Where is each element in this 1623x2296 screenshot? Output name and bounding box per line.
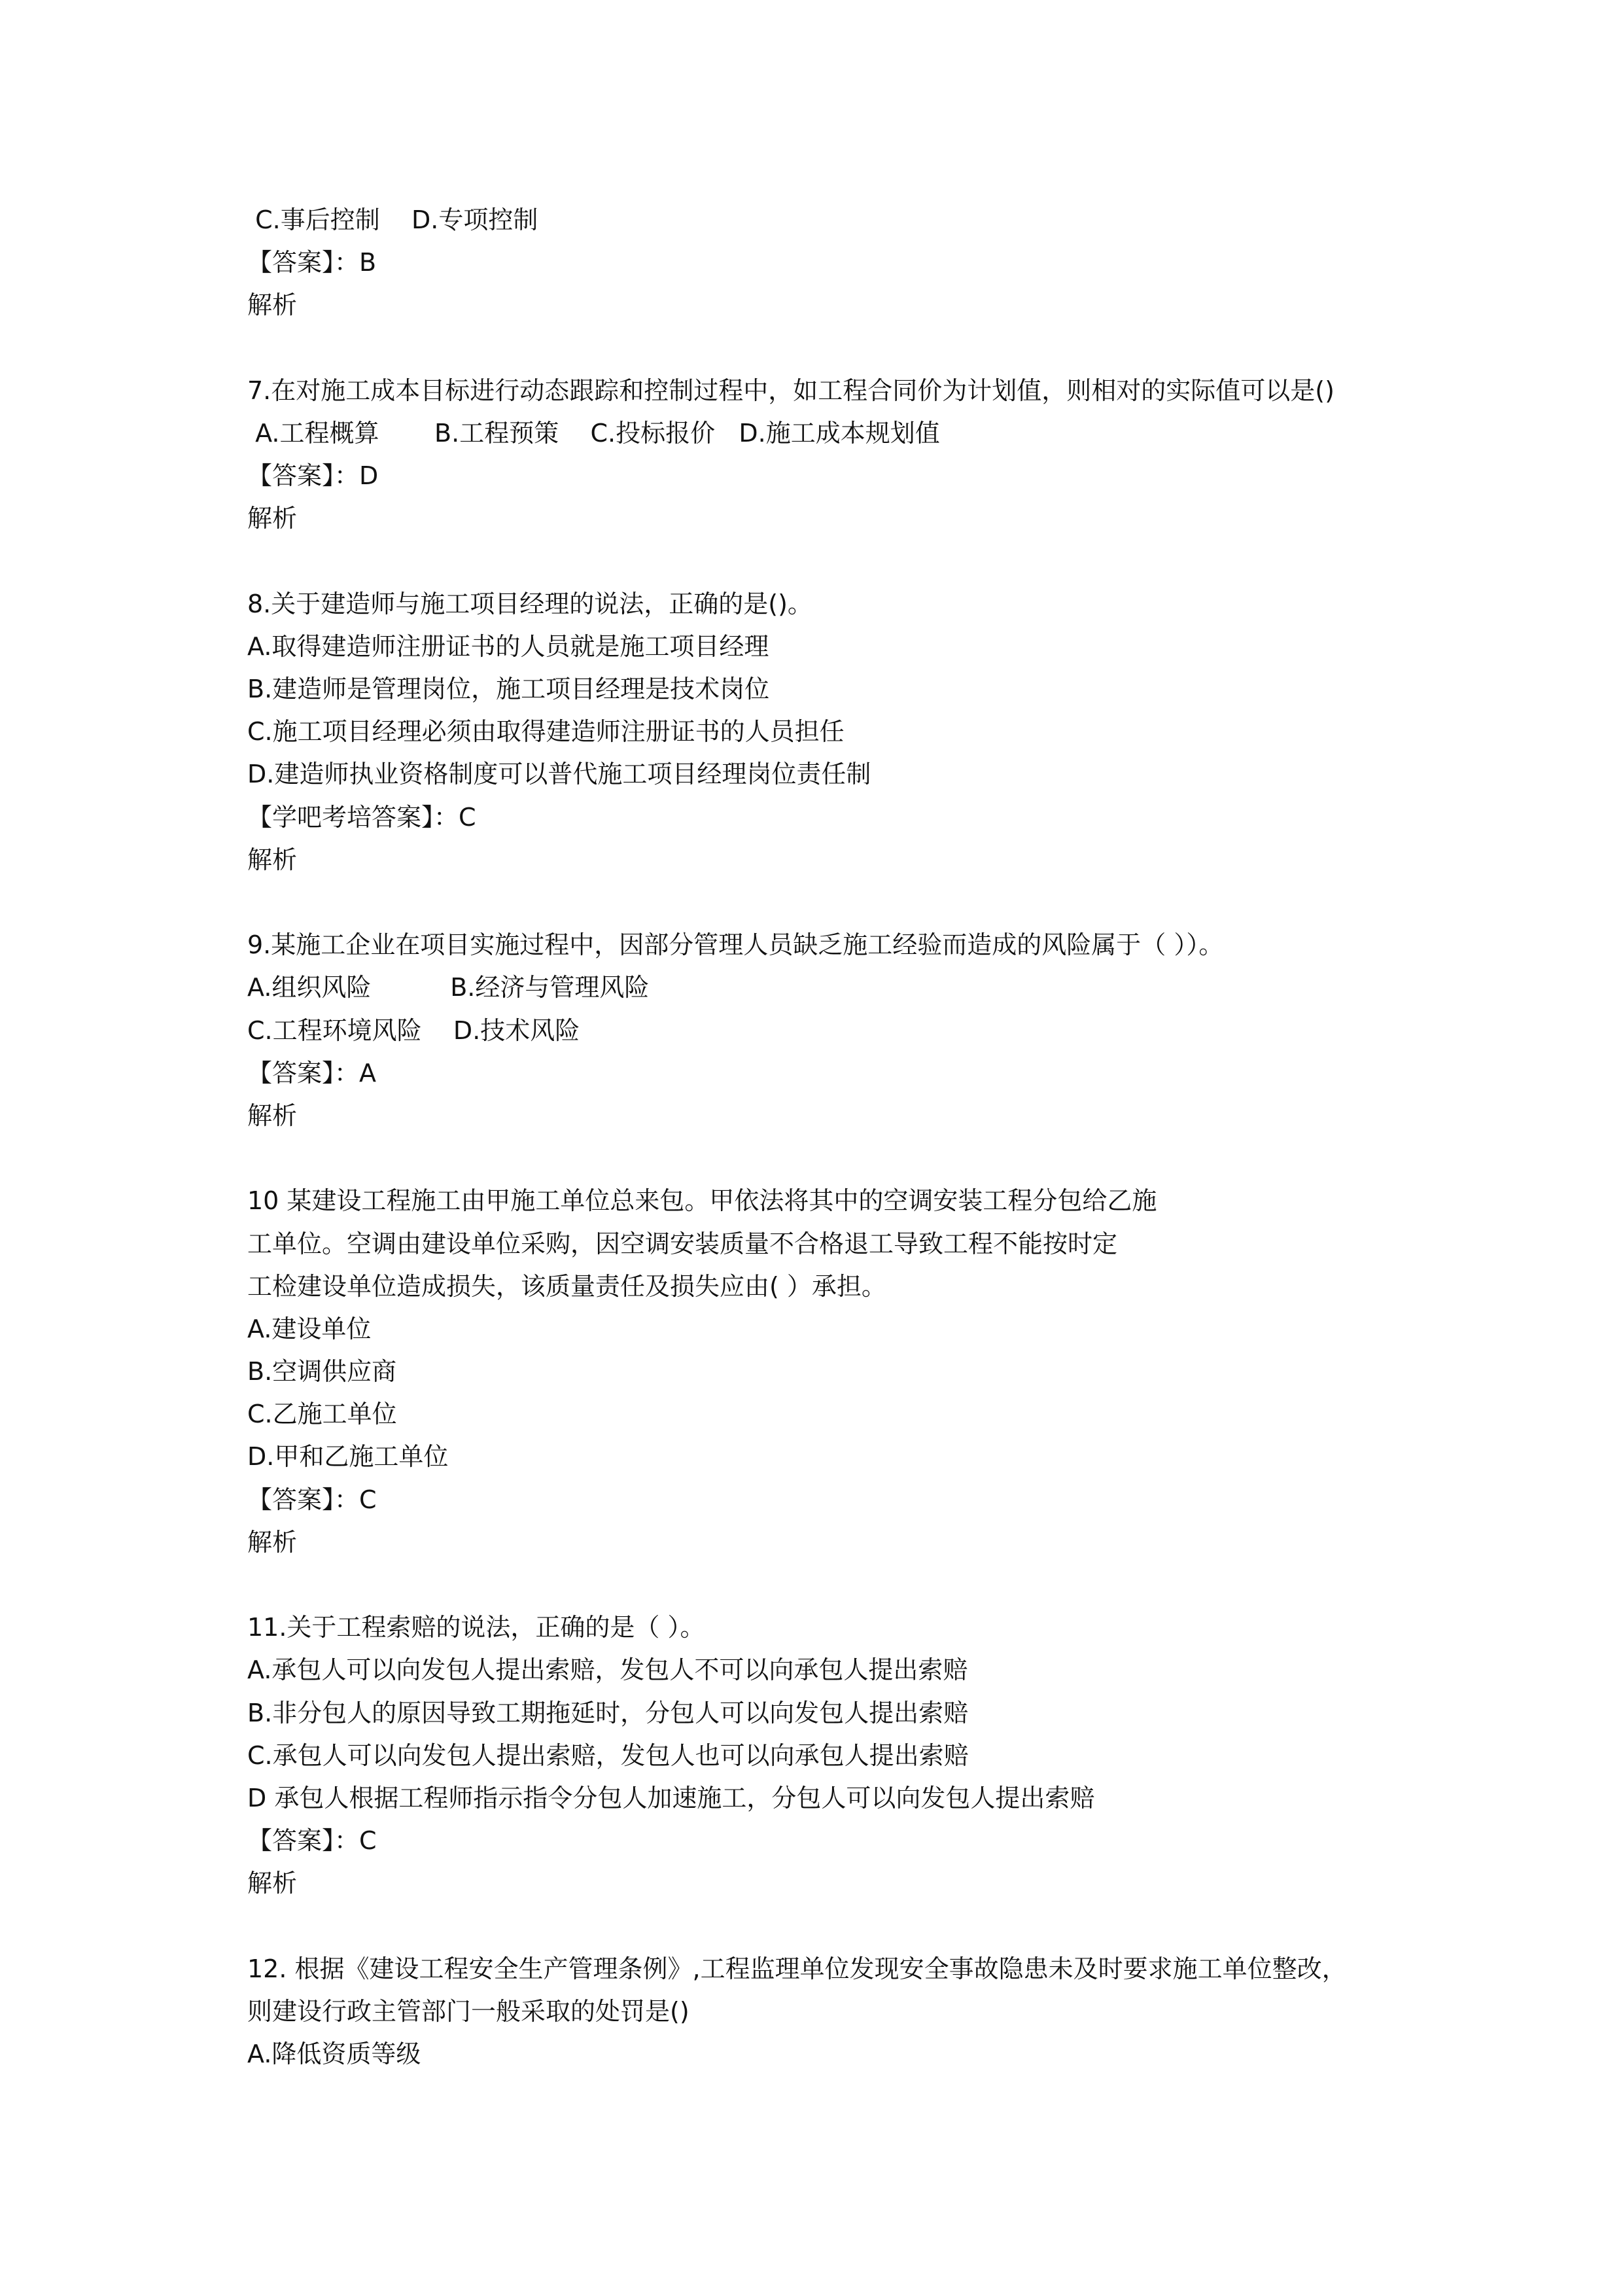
- paragraph-gap: [247, 881, 1490, 924]
- text-line: 解析: [247, 845, 298, 874]
- text-line: D.建造师执业资格制度可以普代施工项目经理岗位责任制: [247, 760, 871, 789]
- text-line: C.承包人可以向发包人提出索赔，发包人也可以向承包人提出索赔: [247, 1740, 969, 1770]
- text-line: C.事后控制 D.专项控制: [247, 205, 538, 234]
- text-line: 解析: [247, 1869, 298, 1898]
- text-line: 解析: [247, 1101, 298, 1130]
- text-line: A.建设单位: [247, 1314, 372, 1343]
- text-line: C.工程环境风险 D.技术风险: [247, 1016, 580, 1045]
- text-line: A.降低资质等级: [247, 2040, 421, 2069]
- text-line: 8.关于建造师与施工项目经理的说法，正确的是()。: [247, 589, 812, 618]
- question-text-block: [247, 199, 1490, 2075]
- paragraph-gap: [247, 540, 1490, 583]
- paragraph-gap: [247, 1564, 1490, 1606]
- text-line: 9.某施工企业在项目实施过程中，因部分管理人员缺乏施工经验而造成的风险属于（ ））。: [247, 930, 1224, 960]
- text-line: A.承包人可以向发包人提出索赔，发包人不可以向承包人提出索赔: [247, 1655, 968, 1685]
- text-line: D 承包人根据工程师指示指令分包人加速施工，分包人可以向发包人提出索赔: [247, 1783, 1095, 1812]
- text-line: 12. 根据《建设工程安全生产管理条例》,工程监理单位发现安全事故隐患未及时要求施工单位整改，: [247, 1954, 1347, 1983]
- text-line: 10 某建设工程施工由甲施工单位总来包。甲依法将其中的空调安装工程分包给乙施: [247, 1186, 1157, 1216]
- text-line: 解析: [247, 504, 298, 533]
- text-line: 7.在对施工成本目标进行动态跟踪和控制过程中，如工程合同价为计划值，则相对的实际值可以是(): [247, 376, 1335, 405]
- text-line: 【答案】：A: [247, 1058, 376, 1087]
- text-line: A.组织风险 B.经济与管理风险: [247, 973, 650, 1002]
- text-line: A.取得建造师注册证书的人员就是施工项目经理: [247, 631, 769, 661]
- text-line: D.甲和乙施工单位: [247, 1442, 449, 1472]
- text-line: A.工程概算 B.工程预策 C.投标报价 D.施工成本规划值: [247, 418, 940, 448]
- text-line: 【答案】：D: [247, 461, 379, 491]
- text-line: 【答案】：B: [247, 248, 377, 277]
- text-line: B.非分包人的原因导致工期拖延时，分包人可以向发包人提出索赔: [247, 1698, 969, 1727]
- text-line: B.空调供应商: [247, 1357, 397, 1386]
- text-line: 工单位。空调由建设单位采购，因空调安装质量不合格退工导致工程不能按时定: [247, 1229, 1118, 1258]
- text-line: B.建造师是管理岗位，施工项目经理是技术岗位: [247, 675, 770, 704]
- text-line: C.乙施工单位: [247, 1400, 397, 1429]
- text-line: 【答案】：C: [247, 1826, 377, 1856]
- paragraph-gap: [247, 1905, 1490, 1948]
- text-line: 解析: [247, 1527, 298, 1557]
- text-line: C.施工项目经理必须由取得建造师注册证书的人员担任: [247, 717, 845, 747]
- paragraph-gap: [247, 327, 1490, 370]
- text-line: 【答案】：C: [247, 1485, 377, 1514]
- text-line: 工检建设单位造成损失，该质量责任及损失应由( ）承担。: [247, 1271, 886, 1301]
- text-line: 【学吧考培答案】：C: [247, 802, 476, 832]
- text-line: 解析: [247, 291, 298, 320]
- text-line: 11.关于工程索赔的说法，正确的是（ ）。: [247, 1613, 705, 1642]
- paragraph-gap: [247, 1137, 1490, 1180]
- text-line: 则建设行政主管部门一般采取的处罚是(): [247, 1996, 689, 2026]
